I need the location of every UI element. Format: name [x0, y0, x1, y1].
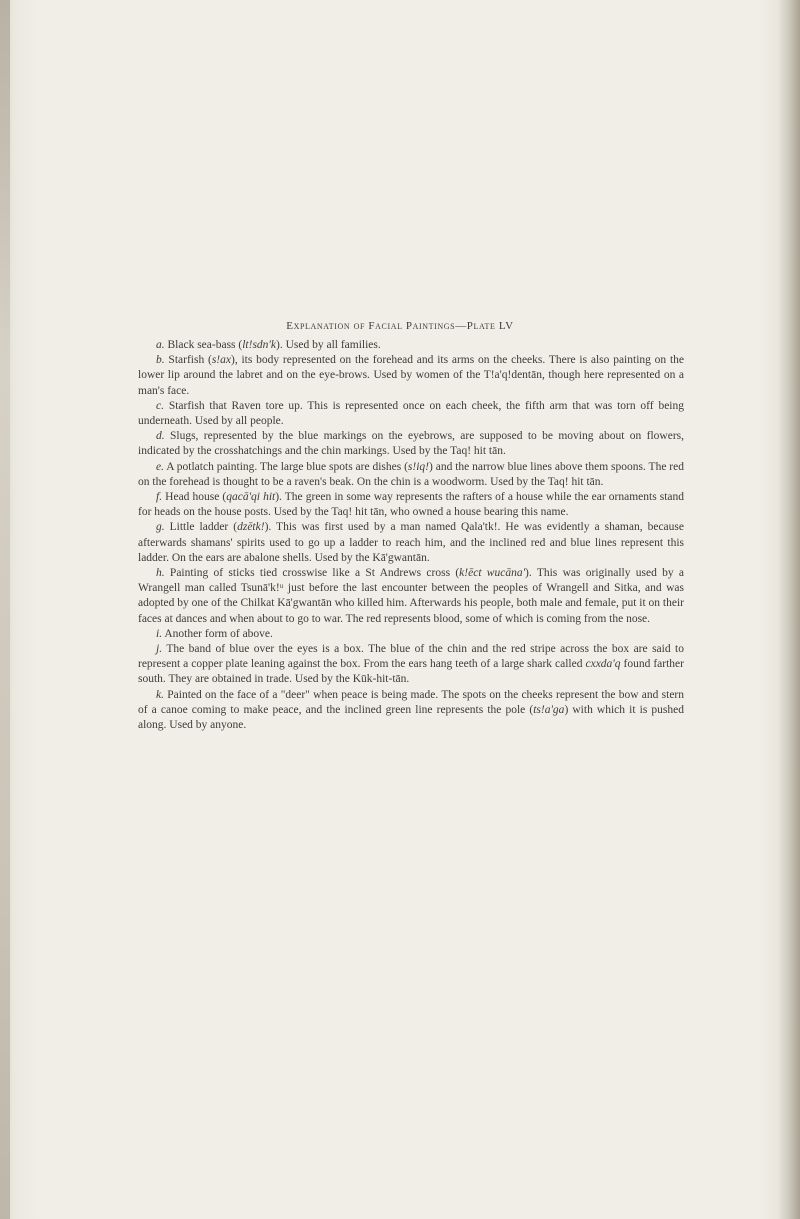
page-edge-left [0, 0, 10, 1219]
entry-j: j. The band of blue over the eyes is a box. The blue of the chin and the red stripe across the box are said to represent a copper plate leaning against the box. From the ears hang teeth of a large shark called cxxda'q found farther south. They are obtained in trade. Used by the Kūk-hit-tān. [138, 643, 684, 686]
entry-i: i. Another form of above. [156, 627, 273, 640]
entry-a: a. Black sea-bass (lt!sdn'k). Used by all families. [156, 339, 381, 351]
page-edge-right [778, 0, 800, 1219]
entry-f: f. Head house (qacā'qi hit). The green in some way represents the rafters of a house while the ear ornaments stand for heads on the house posts. Used by the Taq! hit tān, who owned a house bearing this name. [138, 491, 685, 519]
entry-e: e. A potlatch painting. The large blue spots are dishes (s!iq!) and the narrow blue lines above them spoons. The red on the forehead is thought to be a raven's beak. On the chin is a woodworm. Used by the Taq! hit tān. [138, 460, 684, 488]
entry-k: k. Painted on the face of a "deer" when peace is being made. The spots on the cheeks represent the bow and stern of a canoe coming to make peace, and the inclined green line represents the pole (ts!a'ga) with which it is pushed along. Used by anyone. [138, 688, 684, 732]
entry-b: b. Starfish (s!ax), its body represented on the forehead and its arms on the cheeks. There is also painting on the lower lip around the labret and on the eye-brows. Used by women of the T!a'q!dentān, though here represented on a man's face. [138, 354, 685, 397]
entry-h: h. Painting of sticks tied crosswise like a St Andrews cross (k!ēct wucāna'). This was originally used by a Wrangell man called Tsunā'k!ᵘ just before the last encounter between the peoples of Wrangell and Sitka, and was adopted by one of the Chilkat Kā'gwantān who killed him. Afterwards his people, both male and female, put it on their faces at dances and when about to go to war. The red represents blood, some of which is coming from the nose. [138, 567, 685, 625]
entries-list [138, 338, 684, 733]
plate-heading: Explanation of Facial Paintings—Plate LV [286, 320, 514, 332]
entry-g: g. Little ladder (dzētk!). This was first used by a man named Qala'tk!. He was evidently a shaman, because afterwards shamans' spirits used to go up a ladder to reach him, and the inclined red and blue lines represent this ladder. On the ears are abalone shells. Used by the Kā'gwantān. [138, 521, 684, 564]
entry-c: c. Starfish that Raven tore up. This is represented once on each cheek, the fifth arm that was torn off being underneath. Used by all people. [138, 399, 685, 428]
entry-d: d. Slugs, represented by the blue markings on the eyebrows, are supposed to be moving about on flowers, indicated by the crosshatchings and the chin markings. Used by the Taq! hit tān. [138, 430, 684, 458]
